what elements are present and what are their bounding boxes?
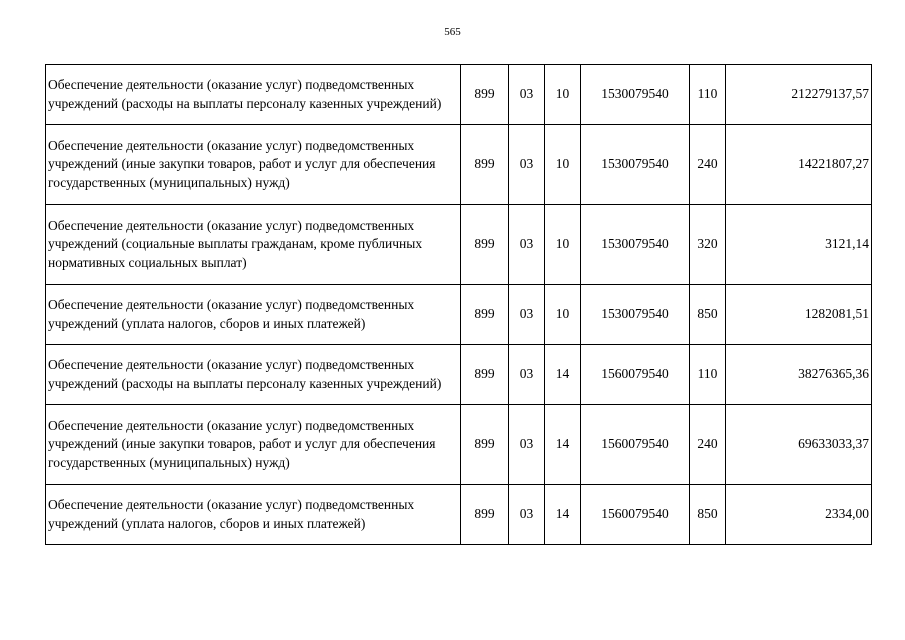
row-ministry-code: 899 xyxy=(461,205,509,285)
row-expense-type: 240 xyxy=(690,405,726,485)
table-row xyxy=(46,205,872,285)
row-expense-type: 850 xyxy=(690,285,726,345)
row-ministry-code: 899 xyxy=(461,405,509,485)
row-target-article: 1560079540 xyxy=(581,485,690,545)
row-section-code: 03 xyxy=(509,485,545,545)
row-amount: 69633033,37 xyxy=(726,405,872,485)
row-target-article: 1530079540 xyxy=(581,125,690,205)
row-subsection-code: 10 xyxy=(545,285,581,345)
row-description: Обеспечение деятельности (оказание услуг) подведомственных учреждений (расходы на выплаты персоналу казенных учреждений) xyxy=(46,345,461,405)
row-ministry-code: 899 xyxy=(461,125,509,205)
row-expense-type: 110 xyxy=(690,345,726,405)
row-expense-type: 110 xyxy=(690,65,726,125)
row-amount: 3121,14 xyxy=(726,205,872,285)
row-ministry-code: 899 xyxy=(461,285,509,345)
row-amount: 14221807,27 xyxy=(726,125,872,205)
row-subsection-code: 10 xyxy=(545,205,581,285)
row-description: Обеспечение деятельности (оказание услуг) подведомственных учреждений (расходы на выплаты персоналу казенных учреждений) xyxy=(46,65,461,125)
row-subsection-code: 10 xyxy=(545,125,581,205)
table-row xyxy=(46,125,872,205)
row-section-code: 03 xyxy=(509,345,545,405)
table-row xyxy=(46,285,872,345)
row-section-code: 03 xyxy=(509,205,545,285)
row-subsection-code: 14 xyxy=(545,485,581,545)
row-amount: 1282081,51 xyxy=(726,285,872,345)
row-section-code: 03 xyxy=(509,125,545,205)
row-target-article: 1560079540 xyxy=(581,405,690,485)
row-ministry-code: 899 xyxy=(461,485,509,545)
row-description: Обеспечение деятельности (оказание услуг) подведомственных учреждений (социальные выплаты гражданам, кроме публичных нормативных социальных выплат) xyxy=(46,205,461,285)
row-amount: 2334,00 xyxy=(726,485,872,545)
row-target-article: 1530079540 xyxy=(581,205,690,285)
row-section-code: 03 xyxy=(509,65,545,125)
row-section-code: 03 xyxy=(509,405,545,485)
row-description: Обеспечение деятельности (оказание услуг) подведомственных учреждений (уплата налогов, сборов и иных платежей) xyxy=(46,485,461,545)
row-description: Обеспечение деятельности (оказание услуг) подведомственных учреждений (иные закупки товаров, работ и услуг для обеспечения государственных (муниципальных) нужд) xyxy=(46,125,461,205)
table-row xyxy=(46,345,872,405)
row-description: Обеспечение деятельности (оказание услуг) подведомственных учреждений (иные закупки товаров, работ и услуг для обеспечения государственных (муниципальных) нужд) xyxy=(46,405,461,485)
row-amount: 38276365,36 xyxy=(726,345,872,405)
row-ministry-code: 899 xyxy=(461,65,509,125)
row-target-article: 1530079540 xyxy=(581,285,690,345)
row-description: Обеспечение деятельности (оказание услуг) подведомственных учреждений (уплата налогов, сборов и иных платежей) xyxy=(46,285,461,345)
row-section-code: 03 xyxy=(509,285,545,345)
table-row xyxy=(46,405,872,485)
page-number: 565 xyxy=(444,26,461,38)
row-expense-type: 320 xyxy=(690,205,726,285)
row-amount: 212279137,57 xyxy=(726,65,872,125)
row-expense-type: 240 xyxy=(690,125,726,205)
row-subsection-code: 14 xyxy=(545,345,581,405)
row-target-article: 1530079540 xyxy=(581,65,690,125)
row-ministry-code: 899 xyxy=(461,345,509,405)
table-row xyxy=(46,65,872,125)
budget-table xyxy=(45,64,872,545)
row-expense-type: 850 xyxy=(690,485,726,545)
row-subsection-code: 14 xyxy=(545,405,581,485)
row-subsection-code: 10 xyxy=(545,65,581,125)
table-row xyxy=(46,485,872,545)
row-target-article: 1560079540 xyxy=(581,345,690,405)
